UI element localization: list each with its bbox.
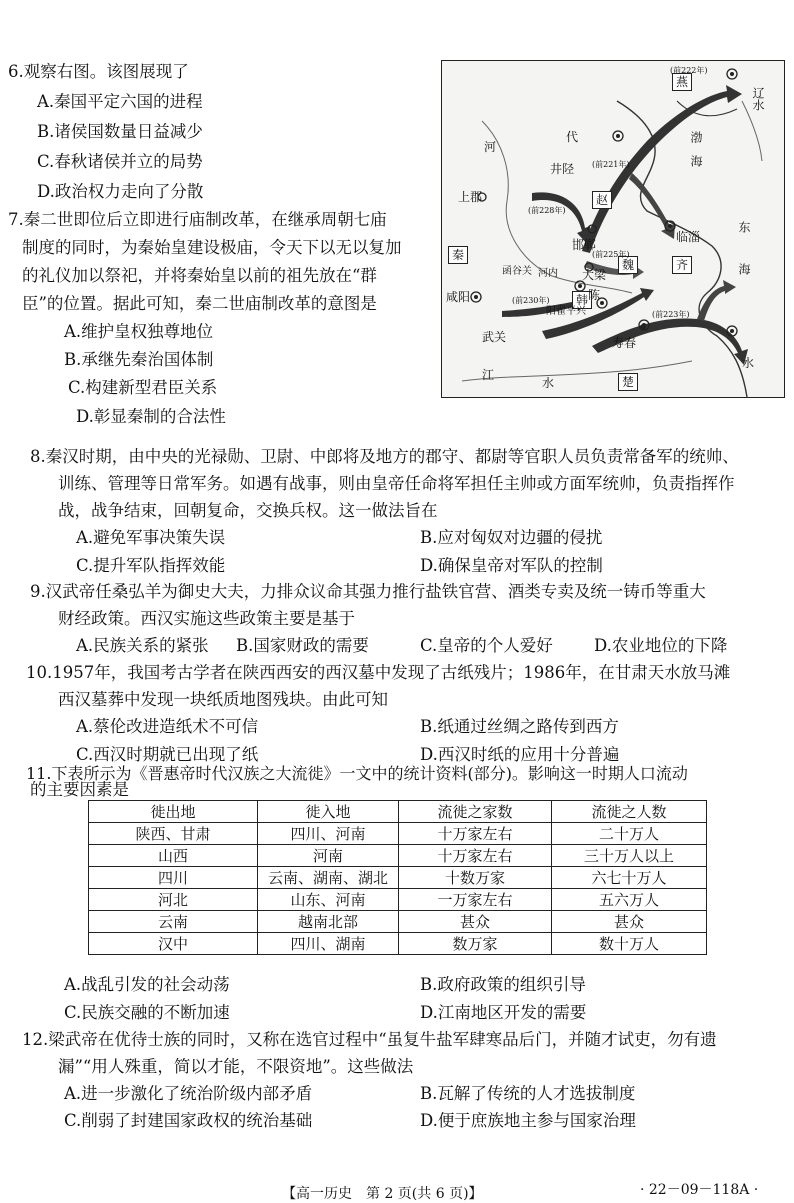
q10-option-c: C.西汉时期就已出现了纸 bbox=[76, 745, 259, 764]
q7-option-c: C.构建新型君臣关系 bbox=[68, 378, 218, 397]
table-cell: 山东、河南 bbox=[258, 889, 399, 911]
q7-line-4: 臣”的位置。据此可知，秦二世庙制改革的意图是 bbox=[22, 294, 377, 313]
q11-option-d: D.江南地区开发的需要 bbox=[420, 1003, 587, 1022]
q8-option-a: A.避免军事决策失误 bbox=[76, 528, 226, 547]
q9-option-a: A.民族关系的紧张 bbox=[76, 636, 209, 655]
table-cell: 云南、湖南、湖北 bbox=[258, 867, 399, 889]
q12-line-1: 12.梁武帝在优待士族的同时，又称在选官过程中“虽复牛盐军肆寒品后门，并随才试吏，勿有遗 bbox=[22, 1030, 717, 1049]
table-cell: 十万家左右 bbox=[399, 823, 552, 845]
q9-line-2: 财经政策。西汉实施这些政策主要是基于 bbox=[58, 609, 355, 628]
q6-option-c: C.春秋诸侯并立的局势 bbox=[37, 152, 203, 171]
q12-option-b: B.瓦解了传统的人才选拔制度 bbox=[420, 1084, 636, 1103]
place-henei: 河内 bbox=[538, 268, 558, 279]
q12-option-a: A.进一步激化了统治阶级内部矛盾 bbox=[64, 1084, 313, 1103]
q6-option-b: B.诸侯国数量日益减少 bbox=[37, 122, 203, 141]
q8-line-2: 训练、管理等日常军务。如遇有战事，则由皇帝任命将军担任主帅或方面军统帅，负责指挥作 bbox=[58, 474, 735, 493]
table-header-row bbox=[89, 801, 707, 823]
q11-option-b: B.政府政策的组织引导 bbox=[420, 975, 586, 994]
state-wei-label: 魏 bbox=[618, 256, 638, 274]
q9-option-d: D.农业地位的下降 bbox=[594, 636, 728, 655]
q6-option-d: D.政治权力走向了分散 bbox=[37, 182, 204, 201]
water-donghai: 东海 bbox=[737, 221, 751, 305]
q11-line-1: 11.下表所示为《晋惠帝时代汉族之大流徙》一文中的统计资料(部分)。影响这一时期人口流动 bbox=[26, 764, 688, 783]
table-cell: 河南 bbox=[258, 845, 399, 867]
q8-option-d: D.确保皇帝对军队的控制 bbox=[420, 556, 603, 575]
table-row bbox=[89, 867, 707, 889]
table-cell: 四川、湖南 bbox=[258, 933, 399, 955]
table-cell: 四川、河南 bbox=[258, 823, 399, 845]
state-chu-label: 楚 bbox=[618, 373, 638, 391]
place-chen: 陈 bbox=[588, 288, 601, 302]
table-cell: 十万家左右 bbox=[399, 845, 552, 867]
q6-stem: 6.观察右图。该图展现了 bbox=[8, 62, 189, 81]
water-he: 河 bbox=[484, 140, 497, 154]
table-row bbox=[89, 889, 707, 911]
q7-option-d: D.彰显秦制的合法性 bbox=[76, 407, 226, 426]
q12-option-d: D.便于庶族地主参与国家治理 bbox=[420, 1111, 636, 1130]
table-cell: 十数万家 bbox=[399, 867, 552, 889]
table-cell: 五六万人 bbox=[552, 889, 707, 911]
state-han-label: 韩 bbox=[572, 291, 592, 309]
water-shui: 水 bbox=[742, 356, 755, 370]
q7-option-b: B.承继先秦治国体制 bbox=[64, 350, 214, 369]
table-cell: 一万家左右 bbox=[399, 889, 552, 911]
place-xianyang: 咸阳 bbox=[446, 290, 471, 304]
place-dai: 代 bbox=[566, 130, 579, 144]
campaign-year-1: (前222年) bbox=[670, 66, 708, 75]
q7-option-a: A.维护皇权独尊地位 bbox=[64, 322, 214, 341]
q11-line-2: 的主要因素是 bbox=[30, 780, 129, 799]
campaign-year-5: (前223年) bbox=[652, 310, 690, 319]
table-cell: 二十万人 bbox=[552, 823, 707, 845]
table-cell: 陕西、甘肃 bbox=[89, 823, 258, 845]
water-liao: 辽水 bbox=[751, 87, 765, 111]
table-cell: 六七十万人 bbox=[552, 867, 707, 889]
water-jiang-shui: 水 bbox=[542, 376, 555, 390]
q10-option-b: B.纸通过丝绸之路传到西方 bbox=[420, 717, 619, 736]
q8-option-b: B.应对匈奴对边疆的侵扰 bbox=[420, 528, 603, 547]
place-jingxing: 井陉 bbox=[550, 162, 575, 176]
q11-option-c: C.民族交融的不断加速 bbox=[64, 1003, 230, 1022]
water-bo: 渤海 bbox=[689, 131, 703, 179]
water-jiang: 江 bbox=[482, 368, 495, 382]
table-cell: 三十万人以上 bbox=[552, 845, 707, 867]
page-footer-code: · 22－09－118A · bbox=[640, 1182, 759, 1198]
state-qin-label: 秦 bbox=[448, 246, 468, 264]
place-shangdang: 上郡 bbox=[458, 190, 483, 204]
table-cell: 河北 bbox=[89, 889, 258, 911]
q10-option-a: A.蔡伦改进造纸术不可信 bbox=[76, 717, 259, 736]
q9-option-c: C.皇帝的个人爱好 bbox=[420, 636, 553, 655]
place-hangu: 函谷关 bbox=[502, 266, 532, 277]
q6-option-a: A.秦国平定六国的进程 bbox=[37, 92, 203, 111]
table-cell: 数万家 bbox=[399, 933, 552, 955]
place-daliang: 大梁 bbox=[582, 268, 607, 282]
migration-table bbox=[88, 800, 707, 955]
table-row bbox=[89, 911, 707, 933]
state-qi-label: 齐 bbox=[672, 256, 692, 274]
page-footer-center: 【高一历史 第 2 页(共 6 页)】 bbox=[282, 1186, 483, 1202]
table-header-cell: 徙入地 bbox=[258, 801, 399, 823]
q10-option-d: D.西汉时纸的应用十分普遍 bbox=[420, 745, 620, 764]
campaign-year-6: (前221年) bbox=[592, 160, 630, 169]
q12-option-c: C.削弱了封建国家政权的统治基础 bbox=[64, 1111, 313, 1130]
table-cell: 汉中 bbox=[89, 933, 258, 955]
state-zhao-label: 赵 bbox=[592, 191, 612, 209]
table-row bbox=[89, 933, 707, 955]
campaign-year-3: (前225年) bbox=[592, 250, 630, 259]
place-linzi: 临淄 bbox=[676, 230, 701, 244]
q7-line-1: 7.秦二世即位后立即进行庙制改革，在继承周朝七庙 bbox=[8, 210, 387, 229]
table-cell: 甚众 bbox=[552, 911, 707, 933]
q10-line-2: 西汉墓葬中发现一块纸质地图残块。由此可知 bbox=[58, 690, 388, 709]
table-header-cell: 流徙之家数 bbox=[399, 801, 552, 823]
q8-option-c: C.提升军队指挥效能 bbox=[76, 556, 226, 575]
place-shouchun: 寿春 bbox=[612, 336, 637, 350]
state-yan-label: 燕 bbox=[672, 73, 692, 91]
q7-line-2: 制度的同时，为秦始皇建设极庙，令天下以无以复加 bbox=[22, 238, 402, 257]
place-yangzhai-area: 阳翟平兴 bbox=[546, 306, 586, 317]
q10-line-1: 10.1957年，我国考古学者在陕西西安的西汉墓中发现了古纸残片；1986年，在甘肃天水放马滩 bbox=[26, 663, 731, 682]
q9-line-1: 9.汉武帝任桑弘羊为御史大夫，力排众议命其强力推行盐铁官营、酒类专卖及统一铸币等重大 bbox=[30, 582, 706, 601]
place-handan: 邯郸 bbox=[572, 238, 597, 252]
q8-line-3: 战，战争结束，回朝复命，交换兵权。这一做法旨在 bbox=[58, 501, 438, 520]
q9-option-b: B.国家财政的需要 bbox=[236, 636, 369, 655]
campaign-year-4: (前230年) bbox=[512, 296, 550, 305]
q8-line-1: 8.秦汉时期，由中央的光禄勋、卫尉、中郎将及地方的郡守、都尉等官职人员负责常备军的统帅、 bbox=[30, 447, 739, 466]
table-header-cell: 流徙之人数 bbox=[552, 801, 707, 823]
table-cell: 越南北部 bbox=[258, 911, 399, 933]
table-cell: 甚众 bbox=[399, 911, 552, 933]
table-cell: 数十万人 bbox=[552, 933, 707, 955]
q12-line-2: 漏”“用人殊重，简以才能，不限资地”。这些做法 bbox=[58, 1057, 414, 1076]
q7-line-3: 的礼仪加以祭祀，并将秦始皇以前的祖先放在“群 bbox=[22, 266, 377, 285]
table-row bbox=[89, 845, 707, 867]
table-header-cell: 徙出地 bbox=[89, 801, 258, 823]
place-wuguan: 武关 bbox=[482, 330, 507, 344]
table-cell: 四川 bbox=[89, 867, 258, 889]
table-cell: 山西 bbox=[89, 845, 258, 867]
unification-map bbox=[441, 60, 785, 398]
campaign-year-2: (前228年) bbox=[528, 206, 566, 215]
table-row bbox=[89, 823, 707, 845]
table-cell: 云南 bbox=[89, 911, 258, 933]
q11-option-a: A.战乱引发的社会动荡 bbox=[64, 975, 230, 994]
